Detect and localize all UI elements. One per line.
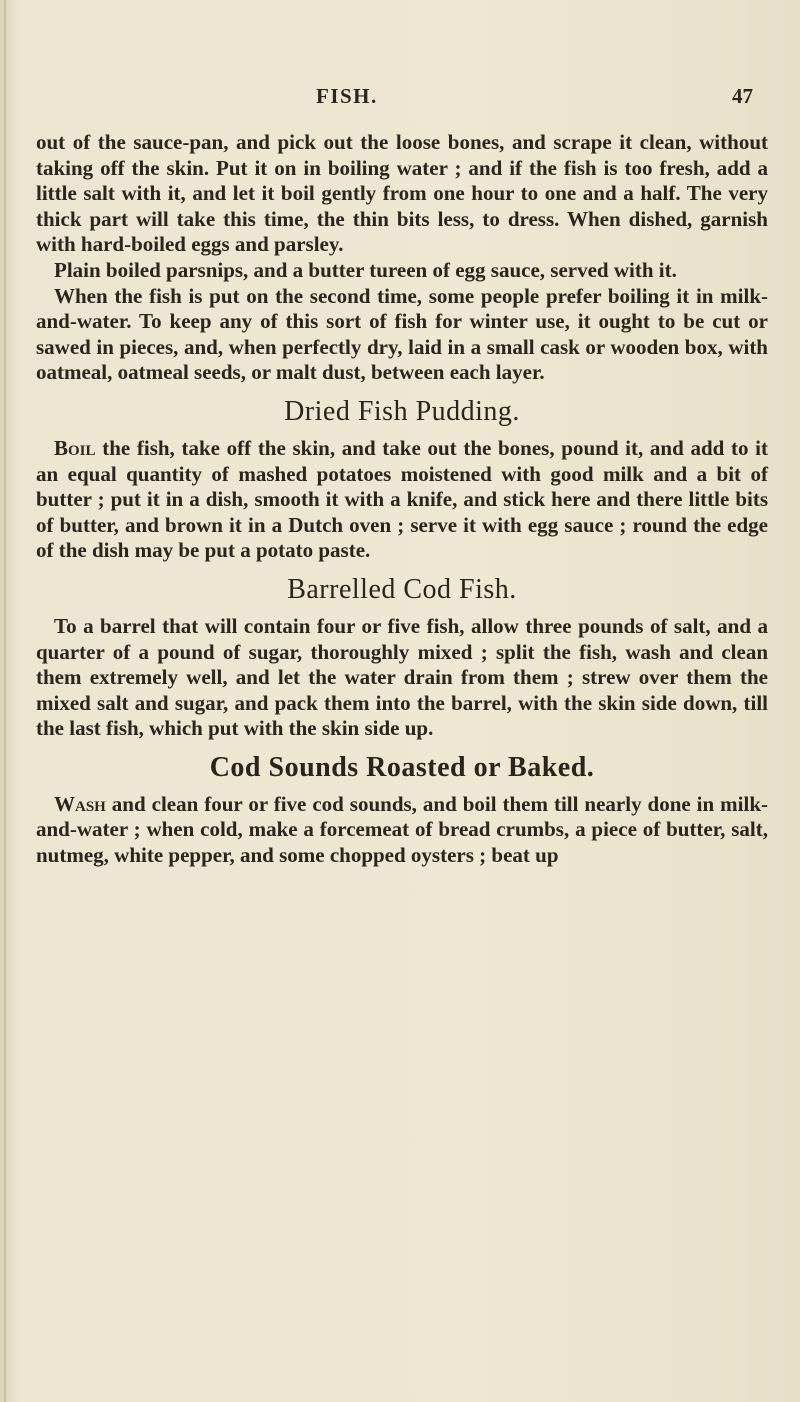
- paragraph-cod-sounds-text: and clean four or five cod sounds, and boil them till nearly done in milk-and-water ; when cold, make a forcemeat of bread crumbs, a piece of butter, salt, nutmeg, white pepper, and some chopped oysters ; beat up: [36, 791, 768, 868]
- heading-dried-fish-pudding: Dried Fish Pudding.: [284, 395, 520, 427]
- lead-word-boil: Boil: [54, 435, 96, 460]
- paragraph-cod-sounds: [36, 792, 768, 869]
- heading-cod-sounds: Cod Sounds Roasted or Baked.: [209, 751, 595, 783]
- paragraph-barrelled-cod-fish: To a barrel that will contain four or five fish, allow three pounds of salt, and a quarter of a pound of sugar, thoroughly mixed ; split the fish, wash and clean them extremely well, and let the water drain from them ; strew over them the mixed salt and sugar, and pack them into the barrel, with the skin side down, till the last fish, which put with the skin side up.: [36, 613, 768, 741]
- heading-barrelled-cod-fish: Barrelled Cod Fish.: [287, 573, 517, 605]
- paragraph-milk-and-water: When the fish is put on the second time, some people prefer boiling it in milk-and-water. To keep any of this sort of fish for winter use, it ought to be cut or sawed in pieces, and, when perfectly dry, laid in a small cask or wooden box, with oatmeal, oatmeal seeds, or malt dust, between each layer.: [36, 283, 768, 385]
- page-number: 47: [732, 84, 753, 108]
- page-gutter: [4, 0, 6, 1402]
- lead-word-wash: Wash: [54, 791, 106, 816]
- running-header: [0, 84, 800, 120]
- paragraph-dried-fish-pudding-text: the fish, take off the skin, and take out the bones, pound it, and add to it an equal quantity of mashed potatoes moistened with good milk and a bit of butter ; put it in a dish, smooth it with a knife, and stick here and there little bits of butter, and brown it in a Dutch oven ; serve it with egg sauce ; round the edge of the dish may be put a potato paste.: [36, 435, 768, 563]
- page-body: [36, 130, 768, 869]
- paragraph-dried-fish-pudding: [36, 436, 768, 564]
- running-title: FISH.: [316, 84, 378, 108]
- paragraph-parsnips: Plain boiled parsnips, and a butter tureen of egg sauce, served with it.: [54, 257, 677, 282]
- paragraph-continued: out of the sauce-pan, and pick out the loose bones, and scrape it clean, without taking off the skin. Put it on in boiling water ; and if the fish is too fresh, add a little salt with it, and let it boil gently from one hour to one and a half. The very thick part will take this time, the thin bits less, to dress. When dished, garnish with hard-boiled eggs and parsley.: [36, 130, 768, 257]
